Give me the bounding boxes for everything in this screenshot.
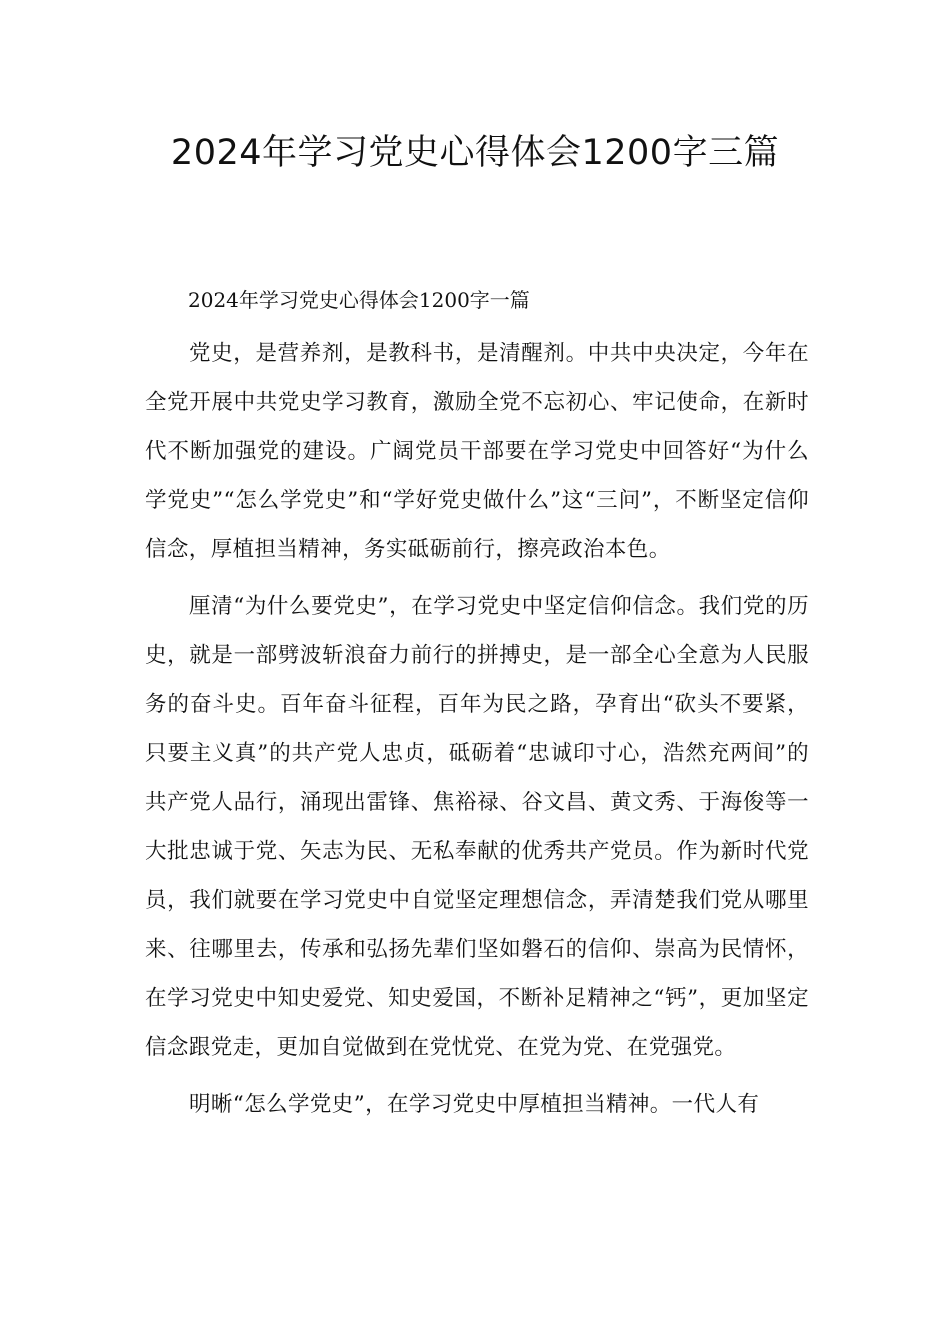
paragraph-intro: 党史，是营养剂，是教科书，是清醒剂。中共中央决定，今年在全党开展中共党史学习教育，激励全党不忘初心、牢记使命，在新时代不断加强党的建设。广阔党员干部要在学习党史中回答好“为什么学党史”“怎么学党史”和“学好党史做什么”这“三问”，不断坚定信仰信念，厚植担当精神，务实砥砺前行，擦亮政治本色。	[145, 341, 809, 562]
paragraph-why-study: 厘清“为什么要党史”，在学习党史中坚定信仰信念。我们党的历史，就是一部劈波斩浪奋力前行的拼搏史，是一部全心全意为人民服务的奋斗史。百年奋斗征程，百年为民之路，孕育出“砍头不要紧，只要主义真”的共产党人忠贞，砥砺着“忠诚印寸心，浩然充两间”的共产党人品行，涌现出雷锋、焦裕禄、谷文昌、黄文秀、于海俊等一大批忠诚于党、矢志为民、无私奉献的优秀共产党员。作为新时代党员，我们就要在学习党史中自觉坚定理想信念，弄清楚我们党从哪里来、往哪里去，传承和弘扬先辈们坚如磐石的信仰、崇高为民情怀，在学习党史中知史爱党、知史爱国，不断补足精神之“钙”，更加坚定信念跟党走，更加自觉做到在党忧党、在党为党、在党强党。	[145, 594, 809, 1060]
document-body	[145, 283, 809, 1129]
paragraph-how-study: 明晰“怎么学党史”，在学习党史中厚植担当精神。一代人有	[189, 1092, 760, 1117]
section-subtitle: 2024年学习党史心得体会1200字一篇	[188, 288, 530, 312]
document-title: 2024年学习党史心得体会1200字三篇	[170, 133, 780, 173]
